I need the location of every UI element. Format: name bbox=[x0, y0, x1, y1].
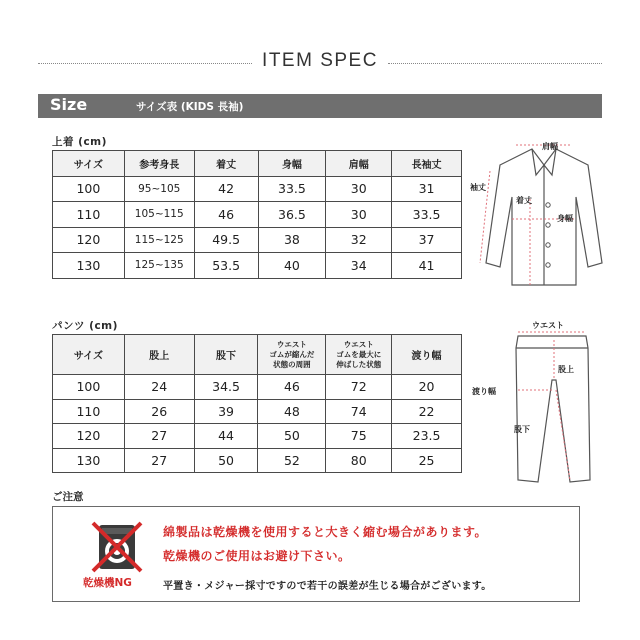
table-row bbox=[53, 399, 462, 424]
header-cell: 股下 bbox=[194, 335, 258, 375]
table-row bbox=[53, 227, 462, 253]
table-cell: 49.5 bbox=[194, 227, 258, 253]
header-cell: 渡り幅 bbox=[392, 335, 462, 375]
header-cell: 股上 bbox=[124, 335, 194, 375]
table-cell: 33.5 bbox=[258, 176, 326, 202]
label-waist: ウエスト bbox=[532, 321, 564, 330]
table-cell: 27 bbox=[124, 424, 194, 449]
table-cell: 52 bbox=[258, 448, 326, 473]
label-sleeve: 袖丈 bbox=[470, 183, 486, 192]
table-cell: 95~105 bbox=[124, 176, 194, 202]
label-rise: 股上 bbox=[558, 365, 574, 374]
table-cell: 125~135 bbox=[124, 253, 194, 279]
table-cell: 40 bbox=[258, 253, 326, 279]
header-cell: 参考身長 bbox=[124, 151, 194, 177]
pants-size-table bbox=[52, 334, 462, 473]
table-cell: 46 bbox=[258, 375, 326, 400]
header-cell: ウエスト ゴムが縮んだ 状態の周囲 bbox=[258, 335, 326, 375]
table-cell: 23.5 bbox=[392, 424, 462, 449]
table-cell: 38 bbox=[258, 227, 326, 253]
table-cell: 80 bbox=[326, 448, 392, 473]
table-cell: 39 bbox=[194, 399, 258, 424]
table-cell: 48 bbox=[258, 399, 326, 424]
warning-line-2: 乾燥機のご使用はお避け下さい。 bbox=[163, 549, 351, 563]
table-cell: 130 bbox=[53, 448, 125, 473]
table-cell: 37 bbox=[392, 227, 462, 253]
table-cell: 72 bbox=[326, 375, 392, 400]
measurement-note: 平置き・メジャー採寸ですので若干の誤差が生じる場合がございます。 bbox=[163, 581, 492, 592]
table-cell: 25 bbox=[392, 448, 462, 473]
warning-line-1: 綿製品は乾燥機を使用すると大きく縮む場合があります。 bbox=[163, 525, 488, 539]
table-cell: 27 bbox=[124, 448, 194, 473]
table-row bbox=[53, 253, 462, 279]
label-length: 着丈 bbox=[516, 196, 532, 205]
table-header-row bbox=[53, 151, 462, 177]
table-cell: 46 bbox=[194, 202, 258, 228]
shirt-outline-icon bbox=[486, 149, 602, 285]
label-shoulder: 肩幅 bbox=[542, 142, 558, 151]
table-row bbox=[53, 424, 462, 449]
table-cell: 120 bbox=[53, 424, 125, 449]
table-cell: 20 bbox=[392, 375, 462, 400]
table-cell: 30 bbox=[326, 176, 392, 202]
table-cell: 42 bbox=[194, 176, 258, 202]
table-cell: 24 bbox=[124, 375, 194, 400]
header-cell: 身幅 bbox=[258, 151, 326, 177]
table-cell: 130 bbox=[53, 253, 125, 279]
table-cell: 120 bbox=[53, 227, 125, 253]
table-cell: 32 bbox=[326, 227, 392, 253]
header-cell: サイズ bbox=[53, 151, 125, 177]
table-cell: 34.5 bbox=[194, 375, 258, 400]
table-cell: 110 bbox=[53, 399, 125, 424]
header-cell: 長袖丈 bbox=[392, 151, 462, 177]
table-cell: 41 bbox=[392, 253, 462, 279]
table-cell: 22 bbox=[392, 399, 462, 424]
shirt-diagram bbox=[470, 135, 620, 295]
table-cell: 110 bbox=[53, 202, 125, 228]
title-row bbox=[38, 50, 602, 76]
table-cell: 34 bbox=[326, 253, 392, 279]
table-cell: 75 bbox=[326, 424, 392, 449]
table-cell: 33.5 bbox=[392, 202, 462, 228]
header-cell: サイズ bbox=[53, 335, 125, 375]
header-cell: 肩幅 bbox=[326, 151, 392, 177]
pants-diagram bbox=[470, 318, 620, 490]
table-row bbox=[53, 176, 462, 202]
table-cell: 30 bbox=[326, 202, 392, 228]
pants-table-label: パンツ (cm) bbox=[52, 320, 118, 332]
table-cell: 36.5 bbox=[258, 202, 326, 228]
title-divider-right bbox=[388, 63, 602, 64]
table-cell: 31 bbox=[392, 176, 462, 202]
table-header-row bbox=[53, 335, 462, 375]
table-cell: 100 bbox=[53, 176, 125, 202]
notes-box bbox=[52, 506, 580, 602]
dryer-ng-icon bbox=[89, 519, 145, 575]
label-inseam: 股下 bbox=[514, 425, 530, 434]
header-cell: ウエスト ゴムを最大に 伸ばした状態 bbox=[326, 335, 392, 375]
table-cell: 115~125 bbox=[124, 227, 194, 253]
size-subtitle: サイズ表 (KIDS 長袖) bbox=[136, 101, 244, 113]
dryer-ng-label: 乾燥機NG bbox=[83, 577, 132, 589]
table-row bbox=[53, 375, 462, 400]
table-cell: 26 bbox=[124, 399, 194, 424]
header-cell: 着丈 bbox=[194, 151, 258, 177]
table-row bbox=[53, 448, 462, 473]
table-cell: 50 bbox=[194, 448, 258, 473]
top-size-table bbox=[52, 150, 462, 279]
table-cell: 105~115 bbox=[124, 202, 194, 228]
table-row bbox=[53, 202, 462, 228]
label-width: 身幅 bbox=[557, 214, 573, 223]
size-heading: Size bbox=[50, 95, 88, 114]
table-cell: 50 bbox=[258, 424, 326, 449]
table-cell: 74 bbox=[326, 399, 392, 424]
pants-outline-icon bbox=[516, 336, 590, 482]
label-thigh: 渡り幅 bbox=[472, 387, 496, 396]
size-section-bar bbox=[38, 94, 602, 118]
page-title: ITEM SPEC bbox=[262, 50, 378, 71]
title-divider-left bbox=[38, 63, 252, 64]
table-cell: 53.5 bbox=[194, 253, 258, 279]
table-cell: 100 bbox=[53, 375, 125, 400]
table-cell: 44 bbox=[194, 424, 258, 449]
top-table-label: 上着 (cm) bbox=[52, 136, 107, 148]
notes-label: ご注意 bbox=[52, 491, 84, 503]
